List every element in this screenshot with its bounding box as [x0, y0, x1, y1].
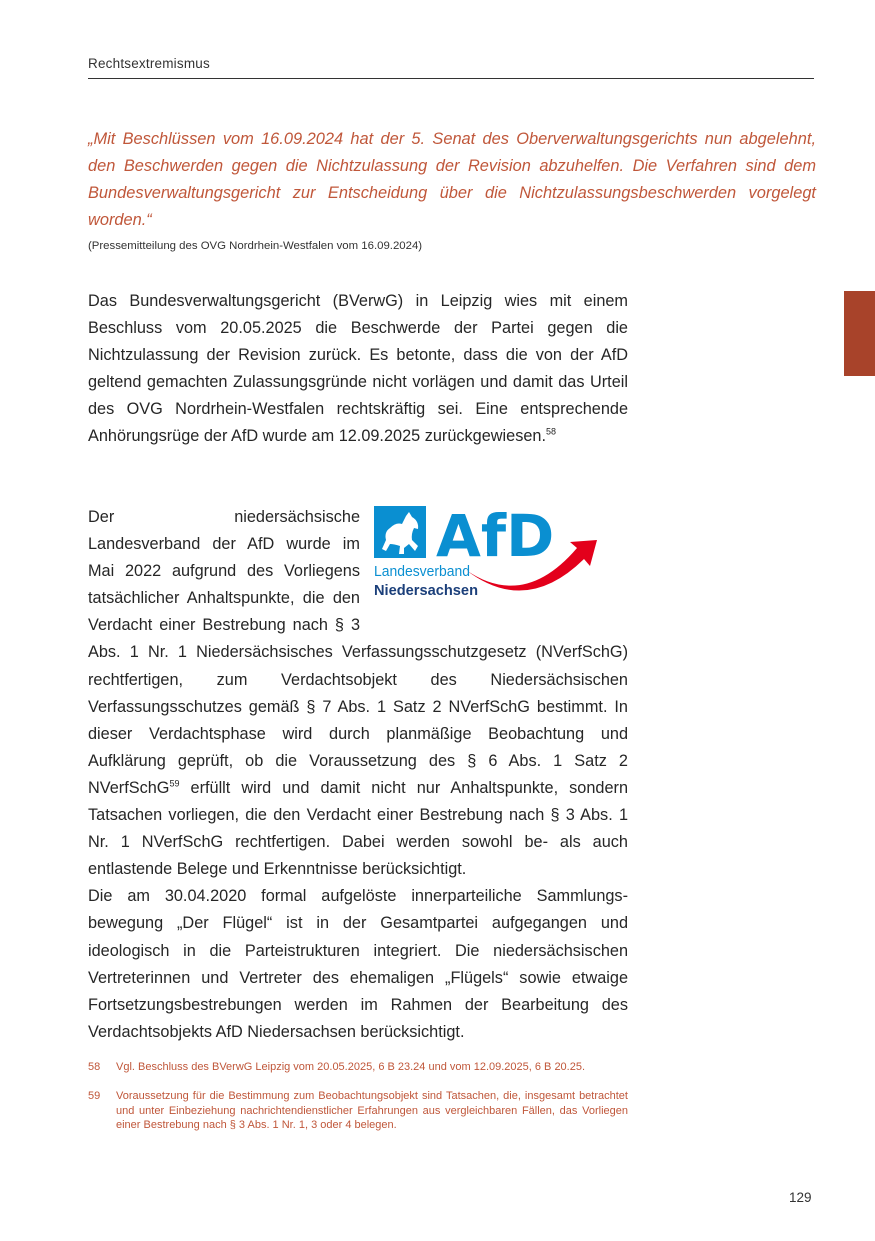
running-head: Rechtsextremismus: [88, 56, 210, 71]
paragraph-bverwg-text: Das Bundesverwaltungsgericht (BVerwG) in Leipzig wies mit einem Beschluss vom 20.05.2025 die Beschwerde der Partei gegen die Nichtzulassung der Revision zurück. Es betonte, dass die von der AfD geltend gemachten Zulassungsgründe nicht vorlägen und damit das Urteil des OVG Nordrhein-Westfalen rechtskräftig sei. Eine entsprechende Anhörungsrüge der AfD wurde am 12.09.2025 zurückgewiesen.: [88, 292, 628, 446]
afd-wordmark: AfD: [436, 504, 555, 570]
footnote-number: 59: [88, 1090, 101, 1103]
paragraph-fluegel: Die am 30.04.2020 formal aufgelöste innerparteiliche Sammlungsbewegung „Der Flügel“ ist in der Gesamtpartei aufgegangen und ideologisch in die Parteistrukturen integriert. Die niedersächsischen Vertreterinnen und Vertreter des ehemaligen „Flügels“ sowie etwaige Fortsetzungsbestrebungen werden im Rahmen der Bearbeitung des Verdachtsobjekts AfD Niedersachsen berücksichtigt.: [88, 887, 628, 1041]
afd-niedersachsen-logo: [374, 504, 634, 639]
pull-quote: „Mit Beschlüssen vom 16.09.2024 hat der 5. Senat des Oberverwaltungsgerichts nun abgelehnt, den Beschwerden gegen die Nichtzulassung der Revision abzuhelfen. Die Verfahren sind dem Bundesverwaltungsgericht zur Entscheidung über die Nichtzulassungsbeschwerden vorgelegt worden.“: [88, 130, 816, 229]
footnote-number: 58: [88, 1061, 101, 1073]
paragraph-bverwg: [88, 288, 628, 451]
quote-source: (Pressemitteilung des OVG Nordrhein-Westfalen vom 16.09.2024): [88, 240, 423, 252]
body-block-bverwg: [88, 288, 628, 451]
header-rule: [88, 78, 814, 79]
horse-emblem: [374, 506, 426, 558]
paragraph-niedersachsen-text-a: Der niedersächsische Landesverband der AfD wurde im Mai 2022 aufgrund des Vorliegens tatsächlicher Anhaltspunkte, die den Verdacht einer Bestrebung nach § 3 Abs. 1 Nr. 1 Niedersächsisches Verfassungsschutzgesetz (NVerfSchG) rechtfertigen, zum Verdachtsobjekt des Niedersächsischen Verfassungsschutzes gemäß § 7 Abs. 1 Satz 2 NVerfSchG bestimmt. In dieser Verdachtsphase wird durch planmäßige Beobachtung und Aufklärung geprüft, ob die Voraussetzung des § 6 Abs. 1 Satz 2 NVerfSchG: [88, 508, 628, 797]
footnote-ref-59: 59: [169, 778, 180, 789]
footnote-text: Voraussetzung für die Bestimmung zum Beobachtungsobjekt sind Tatsachen, die, insgesamt betrachtet und unter Einbeziehung nachrichtendienstlicher Erfahrungen aus vergleichbaren Fällen, das Vorliegen einer Bestrebung nach § 3 Abs. 1 Nr. 1, 3 oder 4 belegen.: [116, 1090, 628, 1131]
logo-line-landesverband: Landesverband: [374, 564, 470, 580]
paragraph-niedersachsen-text-b: erfüllt wird und damit nicht nur Anhaltspunkte, sondern Tatsachen vorliegen, die den Verdacht einer Bestrebung nach § 3 Abs. 1 Nr. 1 NVerfSchG rechtfertigen. Dabei werden sowohl be- als auch entlastende Belege und Erkenntnisse berücksichtigt.: [88, 778, 628, 879]
body-block-niedersachsen: [88, 504, 628, 1046]
footnote-58: [88, 1060, 628, 1074]
footnote-ref-58: 58: [545, 427, 556, 438]
footnotes: [88, 1060, 628, 1147]
footnote-text: Vgl. Beschluss des BVerwG Leipzig vom 20.05.2025, 6 B 23.24 und vom 12.09.2025, 6 B 20.25.: [116, 1061, 586, 1073]
chapter-side-tab: [844, 291, 875, 376]
page-number: 129: [789, 1190, 812, 1205]
logo-line-niedersachsen: Niedersachsen: [374, 583, 478, 599]
footnote-59: [88, 1089, 628, 1132]
